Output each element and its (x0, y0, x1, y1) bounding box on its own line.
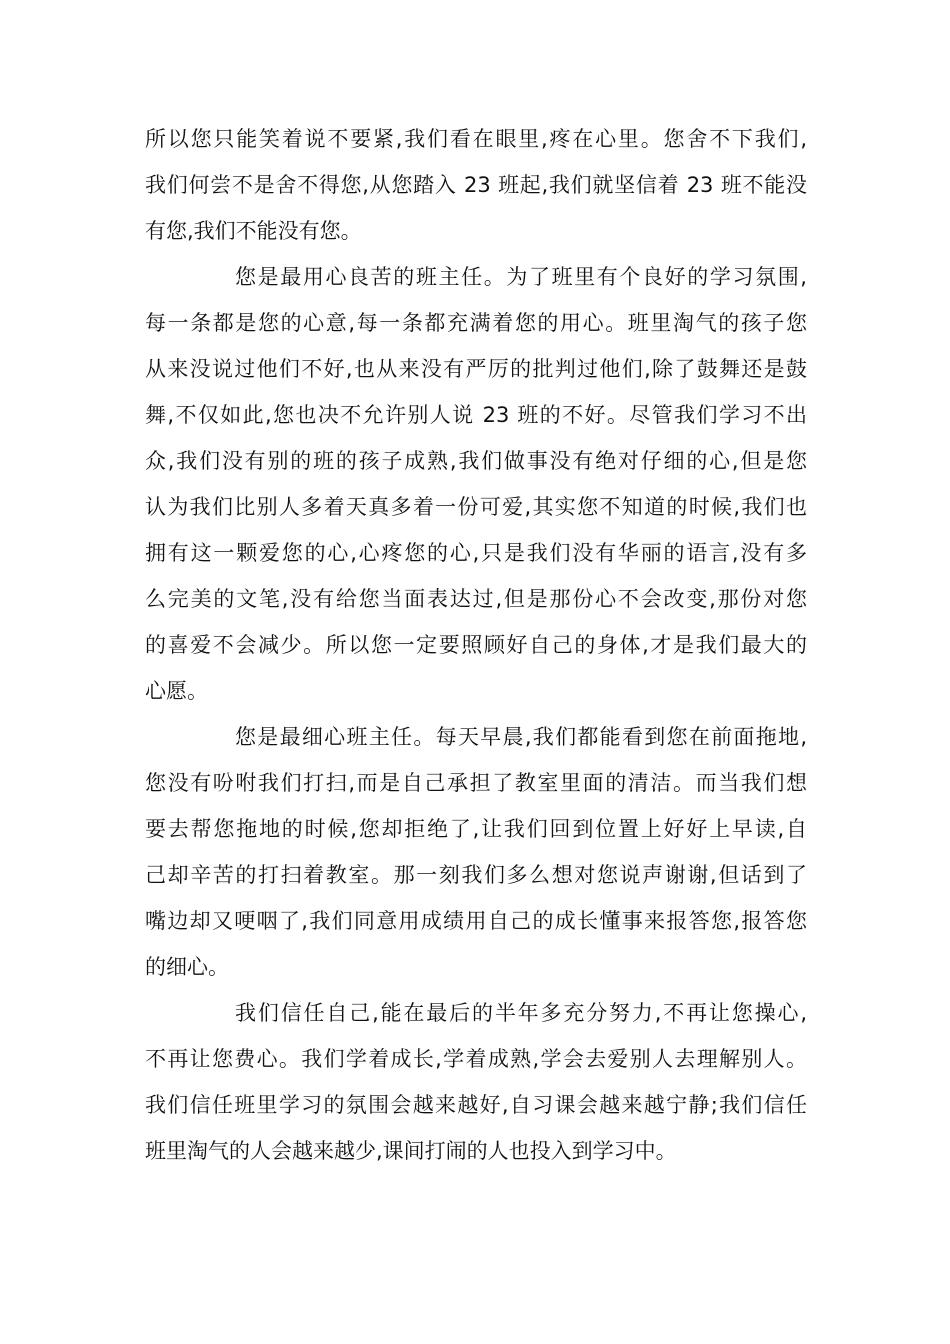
text-line: 要去帮您拖地的时候,您却拒绝了,让我们回到位置上好好上早读,自 (145, 817, 807, 841)
text-line: 不再让您费心。我们学着成长,学着成熟,学会去爱别人去理解别人。 (145, 1047, 807, 1071)
text-line: 众,我们没有别的班的孩子成熟,我们做事没有绝对仔细的心,但是您 (145, 449, 807, 473)
text-line: 我们何尝不是舍不得您,从您踏入 23 班起,我们就坚信着 23 班不能没 (145, 173, 807, 197)
text-line: 有您,我们不能没有您。 (145, 219, 362, 243)
paragraph-first-line: 您是最细心班主任。每天早晨,我们都能看到您在前面拖地, (235, 725, 807, 749)
text-line: 么完美的文笔,没有给您当面表达过,但是那份心不会改变,那份对您 (145, 587, 807, 611)
paragraph-first-line: 您是最用心良苦的班主任。为了班里有个良好的学习氛围, (235, 265, 807, 289)
text-line: 每一条都是您的心意,每一条都充满着您的用心。班里淘气的孩子您 (145, 311, 807, 335)
text-line: 我们信任班里学习的氛围会越来越好,自习课会越来越宁静;我们信任 (145, 1093, 807, 1117)
text-line: 拥有这一颗爱您的心,心疼您的心,只是我们没有华丽的语言,没有多 (145, 541, 807, 565)
text-line: 认为我们比别人多着天真多着一份可爱,其实您不知道的时候,我们也 (145, 495, 807, 519)
text-line: 您没有吩咐我们打扫,而是自己承担了教室里面的清洁。而当我们想 (145, 771, 807, 795)
text-line: 舞,不仅如此,您也决不允许别人说 23 班的不好。尽管我们学习不出 (145, 403, 807, 427)
text-line: 的细心。 (145, 955, 229, 979)
text-line: 嘴边却又哽咽了,我们同意用成绩用自己的成长懂事来报答您,报答您 (145, 909, 807, 933)
paragraph-first-line: 我们信任自己,能在最后的半年多充分努力,不再让您操心, (235, 1001, 807, 1025)
text-line: 班里淘气的人会越来越少,课间打闹的人也投入到学习中。 (145, 1139, 677, 1163)
body-text (145, 116, 807, 1174)
text-line: 己却辛苦的打扫着教室。那一刻我们多么想对您说声谢谢,但话到了 (145, 863, 807, 887)
text-line: 从来没说过他们不好,也从来没有严厉的批判过他们,除了鼓舞还是鼓 (145, 357, 807, 381)
text-line: 所以您只能笑着说不要紧,我们看在眼里,疼在心里。您舍不下我们, (145, 127, 807, 151)
text-line: 心愿。 (145, 679, 208, 703)
text-line: 的喜爱不会减少。所以您一定要照顾好自己的身体,才是我们最大的 (145, 633, 807, 657)
